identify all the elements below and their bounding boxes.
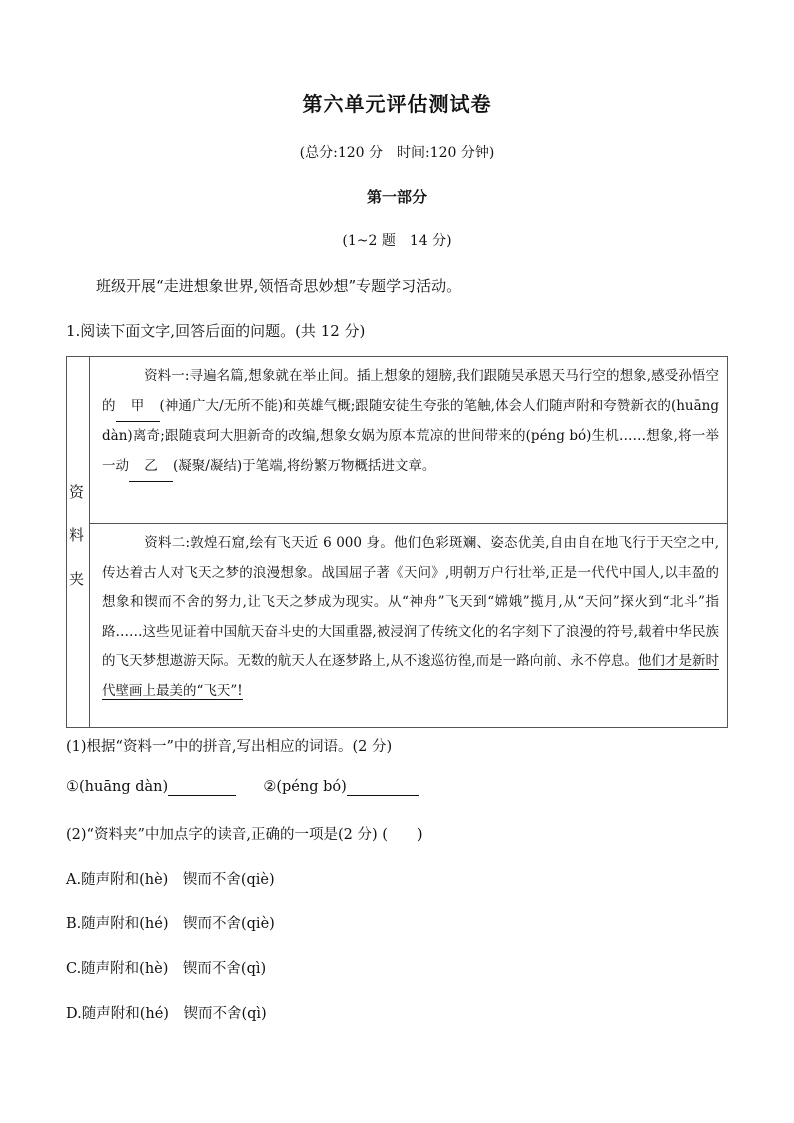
material-1-text: (神通广大/无所不能)和英雄气概;跟随安徒生夸张的笔触,体会人们随声附和夸赞新衣的(huāng dàn)离奇;跟随袁珂大胆新奇的改编,想象女娲为原本荒凉的世间带来的(péng bó)生机……想象,将一举一动 (102, 397, 720, 474)
blank-yi[interactable]: 乙 (129, 452, 173, 483)
section-range: (1~2 题 14 分) (342, 233, 452, 249)
material-1 (90, 357, 727, 524)
intro-text: 班级开展“走进想象世界,领悟奇思妙想”专题学习活动。 (96, 277, 462, 295)
option-b[interactable]: B.随声附和(hé) 锲而不舍(qiè) (66, 916, 275, 932)
blank-jia[interactable]: 甲 (116, 392, 160, 423)
answer-blank-1[interactable] (168, 779, 236, 796)
answer-blank-2[interactable] (347, 779, 419, 796)
option-c[interactable]: C.随声附和(hè) 锲而不舍(qì) (66, 961, 267, 977)
material-folder (66, 356, 728, 728)
answer-1-label: ①(huāng dàn) (66, 779, 169, 795)
sub-question-1: (1)根据“资料一”中的拼音,写出相应的词语。(2 分) (66, 739, 393, 755)
page-title: 第六单元评估测试卷 (302, 92, 492, 116)
folder-label-char: 夹 (69, 570, 85, 588)
underlined-sentence: 他们才是新时代壁画上最美的“飞天”! (102, 653, 719, 699)
material-2-text: 资料二:敦煌石窟,绘有飞天近 6 000 身。他们色彩斑斓、姿态优美,自由自在地飞行于天空之中,传达着古人对飞天之梦的浪漫想象。战国屈子著《天问》,明朝万户行壮举,正是一代代中国人,以丰盈的想象和锲而不舍的努力,让飞天之梦成为现实。从“神舟”飞天到“嫦娥”揽月,从“天问”探火到“北斗”指路……这些见证着中国航天奋斗史的大国重器,被浸润了传统文化的名字刻下了浪漫的符号,载着中华民族的飞天梦想遨游天际。无数的航天人在逐梦路上,从不逡巡彷徨,而是一路向前、永不停息。 (102, 535, 719, 669)
answer-line-1 (66, 779, 419, 796)
option-d[interactable]: D.随声附和(hé) 锲而不舍(qì) (66, 1006, 267, 1022)
sub-question-2: (2)“资料夹”中加点字的读音,正确的一项是(2 分) ( ) (66, 827, 423, 843)
material-2 (90, 525, 727, 727)
folder-label-char: 资 (69, 483, 85, 501)
option-a[interactable]: A.随声附和(hè) 锲而不舍(qiè) (66, 872, 275, 888)
folder-label (67, 357, 90, 727)
folder-label-char: 料 (69, 526, 85, 544)
answer-2-label: ②(péng bó) (263, 779, 347, 795)
material-1-text: (凝聚/凝结)于笔端,将纷繁万物概括进文章。 (173, 457, 436, 474)
section-heading: 第一部分 (366, 188, 427, 206)
question-1: 1.阅读下面文字,回答后面的问题。(共 12 分) (66, 322, 366, 340)
material-1-text: 资料一:寻遍名篇,想象就在举止间。插上想象的翅膀,我们跟随吴承恩天马行空的想象,感受孙悟空的 (102, 368, 719, 414)
exam-meta: (总分:120 分 时间:120 分钟) (299, 145, 495, 161)
